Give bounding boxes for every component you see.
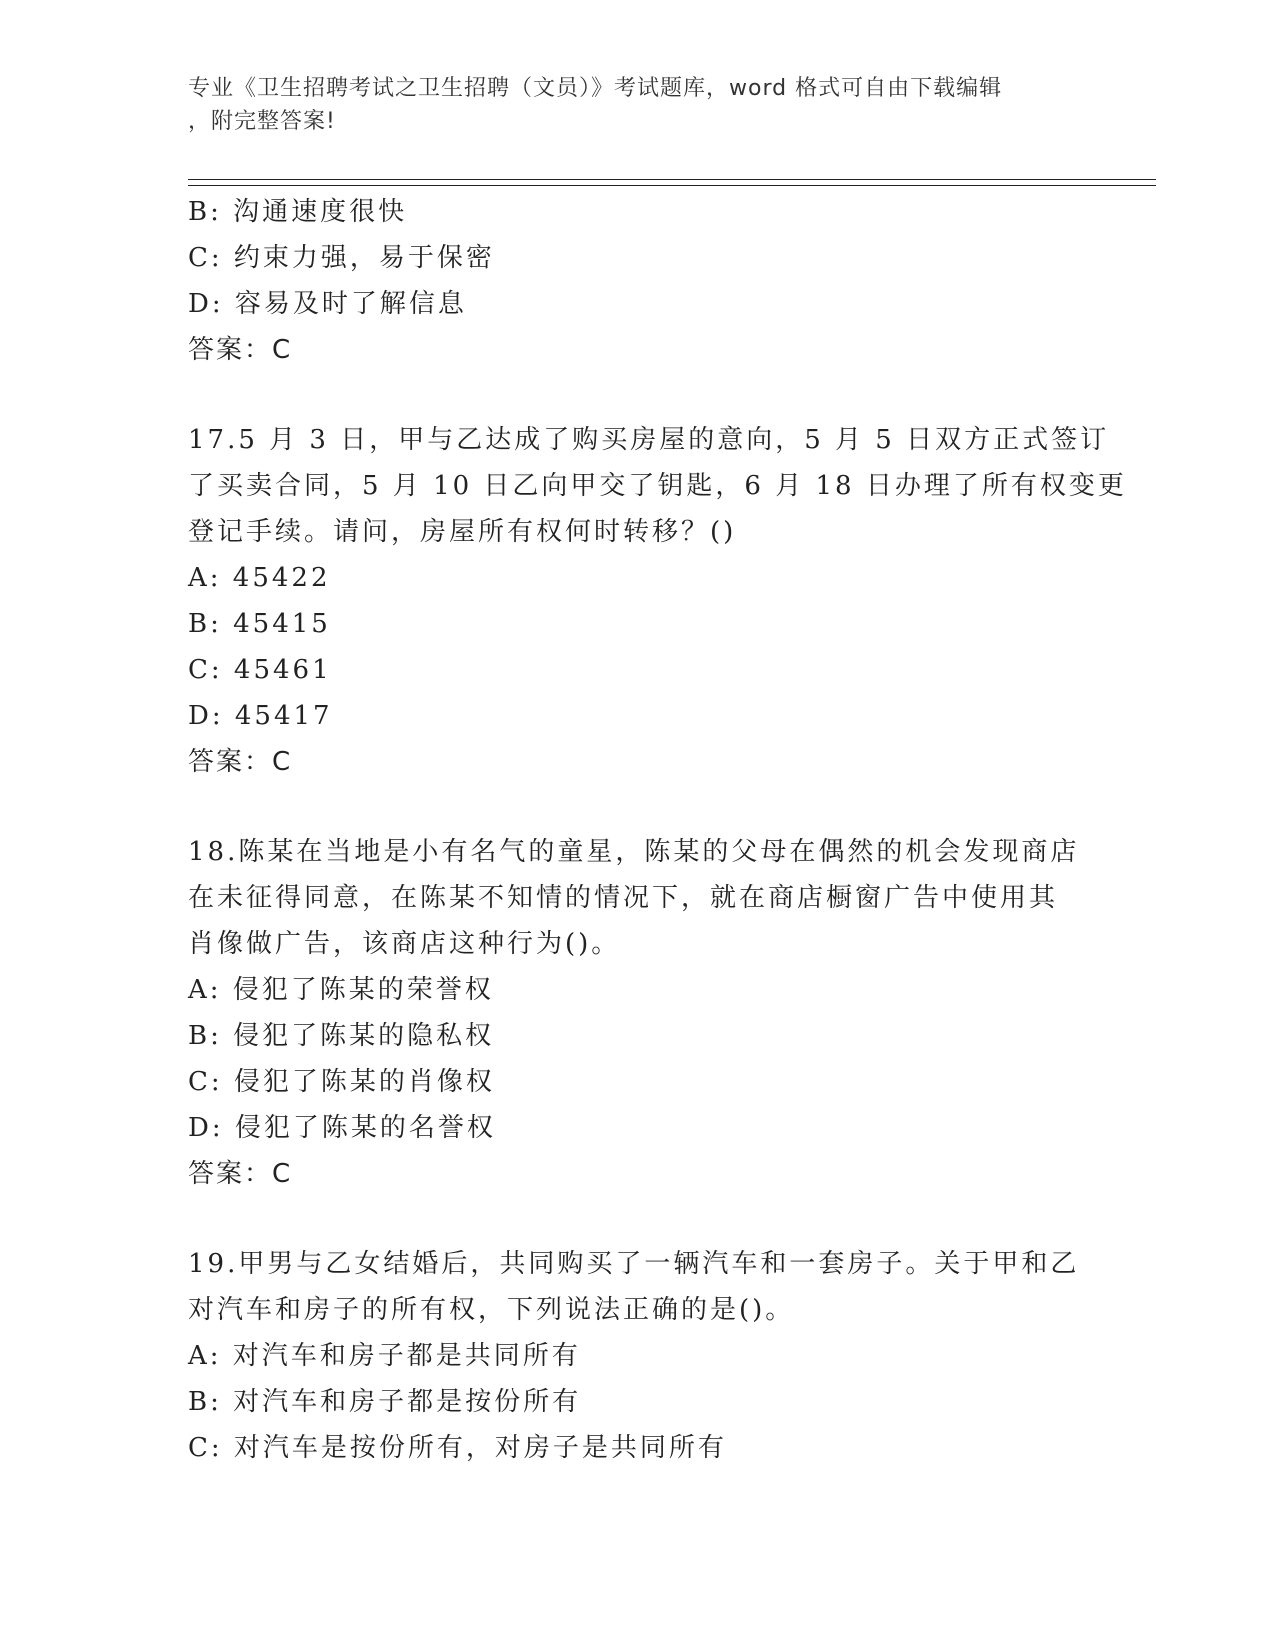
option-a: A: 侵犯了陈某的荣誉权 [188, 975, 494, 1005]
option-c: C: 45461 [188, 655, 332, 685]
option-c: C: 对汽车是按份所有，对房子是共同所有 [188, 1433, 727, 1463]
header-divider-top [188, 179, 1156, 180]
spacer [188, 373, 1088, 417]
spacer [188, 1197, 1088, 1241]
question-17 [188, 417, 1127, 785]
option-b: B: 侵犯了陈某的隐私权 [188, 1021, 495, 1051]
question-list [188, 189, 1127, 1471]
option-b: B: 45415 [188, 609, 331, 639]
option-d: D: 侵犯了陈某的名誉权 [188, 1113, 496, 1143]
option-d: D: 45417 [188, 701, 333, 731]
header-line-2: ，附完整答案! [188, 109, 336, 134]
option-a: A: 对汽车和房子都是共同所有 [188, 1341, 581, 1371]
option-a: A: 45422 [188, 563, 331, 593]
header-line-1: 专业《卫生招聘考试之卫生招聘（文员）》考试题库，word 格式可自由下载编辑 [188, 76, 1003, 101]
question-block-prev [188, 189, 1088, 373]
question-text-line: 了买卖合同，5 月 10 日乙向甲交了钥匙，6 月 18 日办理了所有权变更 [188, 471, 1127, 501]
question-text-line: 登记手续。请问，房屋所有权何时转移？() [188, 517, 737, 547]
question-text-line: 18.陈某在当地是小有名气的童星，陈某的父母在偶然的机会发现商店 [188, 837, 1080, 867]
question-19 [188, 1241, 1088, 1471]
question-text-line: 19.甲男与乙女结婚后，共同购买了一辆汽车和一套房子。关于甲和乙 [188, 1249, 1080, 1279]
option-c: C: 侵犯了陈某的肖像权 [188, 1067, 495, 1097]
option-d: D: 容易及时了解信息 [188, 289, 467, 319]
question-text-line: 对汽车和房子的所有权，下列说法正确的是()。 [188, 1295, 795, 1325]
question-text-line: 17.5 月 3 日，甲与乙达成了购买房屋的意向，5 月 5 日双方正式签订 [188, 425, 1110, 455]
option-b: B: 沟通速度很快 [188, 197, 408, 227]
answer-line: 答案：C [188, 335, 293, 365]
spacer [188, 785, 1088, 829]
header-divider-bottom [188, 185, 1156, 186]
page-header [188, 72, 1088, 138]
answer-line: 答案：C [188, 747, 293, 777]
option-c: C: 约束力强，易于保密 [188, 243, 495, 273]
question-text-line: 肖像做广告，该商店这种行为()。 [188, 929, 621, 959]
question-text-line: 在未征得同意，在陈某不知情的情况下，就在商店橱窗广告中使用其 [188, 883, 1059, 913]
question-18 [188, 829, 1088, 1197]
option-b: B: 对汽车和房子都是按份所有 [188, 1387, 582, 1417]
answer-line: 答案：C [188, 1159, 293, 1189]
